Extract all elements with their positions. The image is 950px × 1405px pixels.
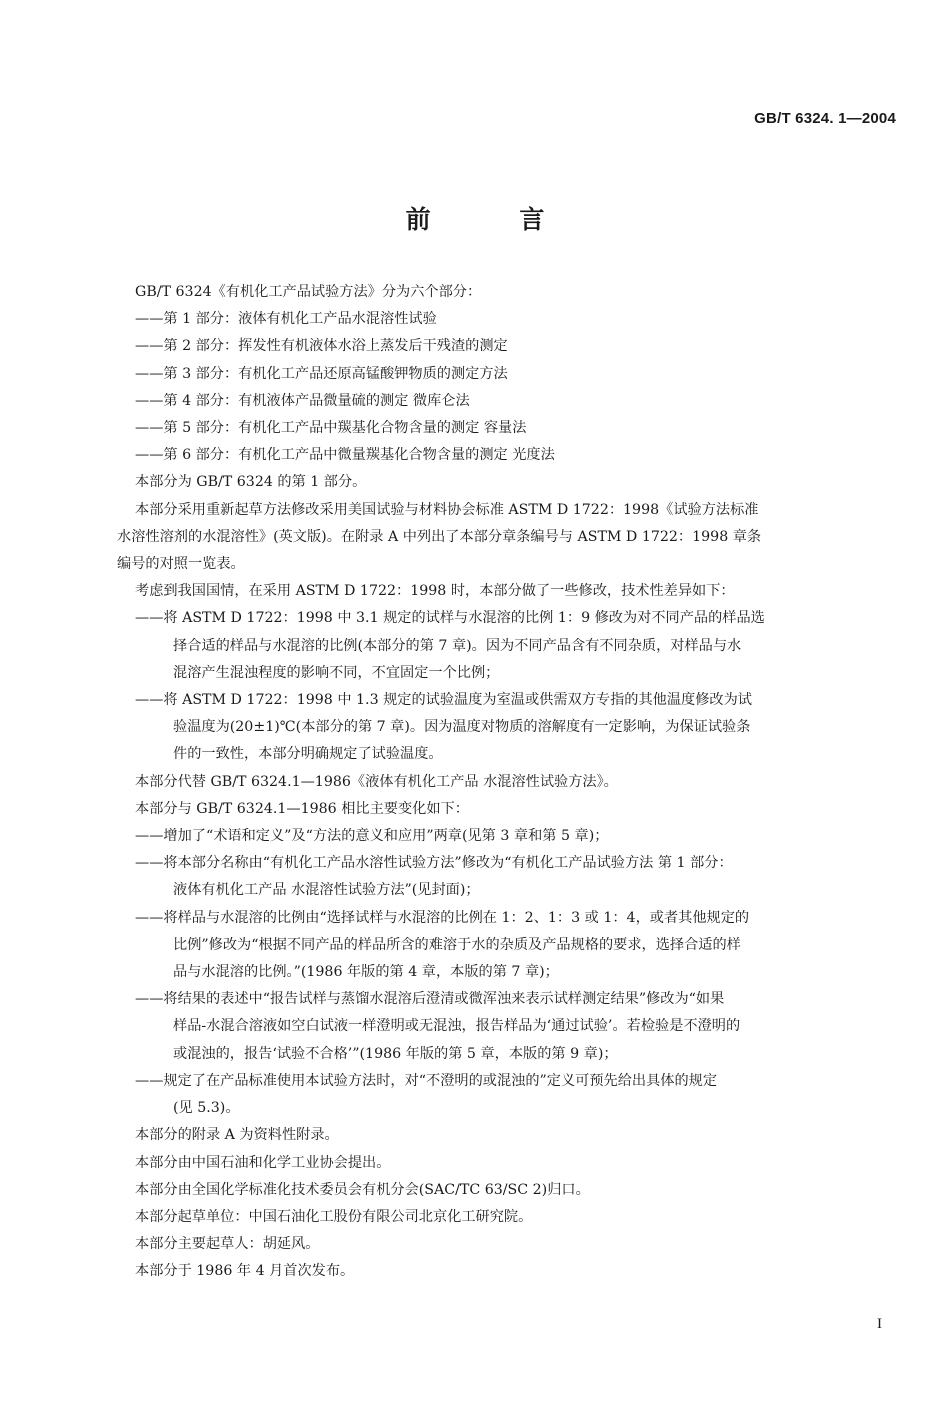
change-item-3-line-1: ——将样品与水混溶的比例由“选择试样与水混溶的比例在 1：2、1：3 或 1：4，或者其他规定的 (135, 909, 750, 926)
change-item-3-line-3: 品与水混溶的比例。”(1986 年版的第 4 章，本版的第 7 章)； (173, 964, 559, 981)
paragraph-replaces: 本部分代替 GB/T 6324.1—1986《液体有机化工产品 水混溶性试验方法》。 (135, 773, 618, 790)
paragraph-changes-intro: 本部分与 GB/T 6324.1—1986 相比主要变化如下： (135, 800, 469, 817)
adoption-line-2: 水溶性溶剂的水混溶性》(英文版)。在附录 A 中列出了本部分章条编号与 ASTM D 1722：1998 章条 (117, 528, 762, 545)
change-item-5-line-2: (见 5.3)。 (173, 1100, 240, 1117)
change-item-2 (117, 850, 897, 904)
adoption-line-1: 本部分采用重新起草方法修改采用美国试验与材料协会标准 ASTM D 1722：1998《试验方法标准 (135, 501, 759, 518)
page-title: 前 言 (405, 205, 585, 234)
paragraph-this-part: 本部分为 GB/T 6324 的第 1 部分。 (135, 474, 367, 491)
foreword-body (117, 279, 897, 1286)
adoption-line-3: 编号的对照一览表。 (117, 556, 245, 573)
difference-item-2-line-2: 验温度为(20±1)℃(本部分的第 7 章)。因为温度对物质的溶解度有一定影响，为保证试验条 (173, 719, 751, 736)
change-item-3-line-2: 比例”修改为“根据不同产品的样品所含的难溶于水的杂质及产品规格的要求，选择合适的样 (173, 936, 741, 953)
change-item-4 (117, 986, 897, 1068)
list-item-part-2: ——第 2 部分：挥发性有机液体水浴上蒸发后干残渣的测定 (135, 338, 508, 355)
paragraph-adoption (117, 497, 897, 579)
paragraph-drafter: 本部分主要起草人：胡延风。 (135, 1236, 320, 1253)
difference-item-1 (117, 605, 897, 687)
change-item-4-line-2: 样品-水混合溶液如空白试液一样澄明或无混浊，报告样品为‘通过试验’。若检验是不澄明的 (173, 1018, 741, 1035)
list-item-part-5: ——第 5 部分：有机化工产品中羰基化合物含量的测定 容量法 (135, 420, 527, 437)
paragraph-centralized-by: 本部分由全国化学标准化技术委员会有机分会(SAC/TC 63/SC 2)归口。 (135, 1181, 590, 1198)
difference-item-1-line-2: 择合适的样品与水混溶的比例(本部分的第 7 章)。因为不同产品含有不同杂质，对样品与水 (173, 637, 742, 654)
paragraph-first-issued: 本部分于 1986 年 4 月首次发布。 (135, 1263, 355, 1280)
paragraph-parts-intro: GB/T 6324《有机化工产品试验方法》分为六个部分： (135, 284, 482, 300)
change-item-5 (117, 1068, 897, 1122)
page-number: I (877, 1316, 882, 1332)
standard-code: GB/T 6324. 1—2004 (754, 110, 896, 127)
paragraph-proposed-by: 本部分由中国石油和化学工业协会提出。 (135, 1154, 391, 1171)
paragraph-annex: 本部分的附录 A 为资料性附录。 (135, 1127, 339, 1144)
list-item-part-1: ——第 1 部分：液体有机化工产品水混溶性试验 (135, 311, 437, 328)
difference-item-2-line-1: ——将 ASTM D 1722：1998 中 1.3 规定的试验温度为室温或供需双方专指的其他温度修改为试 (135, 692, 752, 709)
change-item-1: ——增加了“术语和定义”及“方法的意义和应用”两章(见第 3 章和第 5 章)； (135, 828, 609, 845)
paragraph-differences-intro: 考虑到我国国情，在采用 ASTM D 1722：1998 时，本部分做了一些修改，技术性差异如下： (135, 583, 735, 600)
difference-item-1-line-3: 混溶产生混浊程度的影响不同，不宜固定一个比例； (173, 664, 500, 681)
change-item-3 (117, 905, 897, 987)
change-item-5-line-1: ——规定了在产品标准使用本试验方法时，对“不澄明的或混浊的”定义可预先给出具体的规定 (135, 1072, 718, 1089)
paragraph-drafting-unit: 本部分起草单位：中国石油化工股份有限公司北京化工研究院。 (135, 1208, 533, 1225)
change-item-4-line-3: 或混浊的，报告‘试验不合格’”(1986 年版的第 5 章，本版的第 9 章)； (173, 1045, 618, 1062)
change-item-4-line-1: ——将结果的表述中“报告试样与蒸馏水混溶后澄清或微浑浊来表示试样测定结果”修改为“如果 (135, 991, 725, 1008)
change-item-2-line-2: 液体有机化工产品 水混溶性试验方法”(见封面)； (173, 882, 480, 899)
difference-item-2-line-3: 件的一致性，本部分明确规定了试验温度。 (173, 746, 443, 763)
list-item-part-4: ——第 4 部分：有机液体产品微量硫的测定 微库仑法 (135, 392, 470, 409)
change-item-2-line-1: ——将本部分名称由“有机化工产品水溶性试验方法”修改为“有机化工产品试验方法 第 1 部分： (135, 855, 733, 872)
difference-item-1-line-1: ——将 ASTM D 1722：1998 中 3.1 规定的试样与水混溶的比例 1：9 修改为对不同产品的样品选 (135, 610, 765, 627)
list-item-part-6: ——第 6 部分：有机化工产品中微量羰基化合物含量的测定 光度法 (135, 447, 555, 464)
difference-item-2 (117, 687, 897, 769)
list-item-part-3: ——第 3 部分：有机化工产品还原高锰酸钾物质的测定方法 (135, 365, 508, 382)
